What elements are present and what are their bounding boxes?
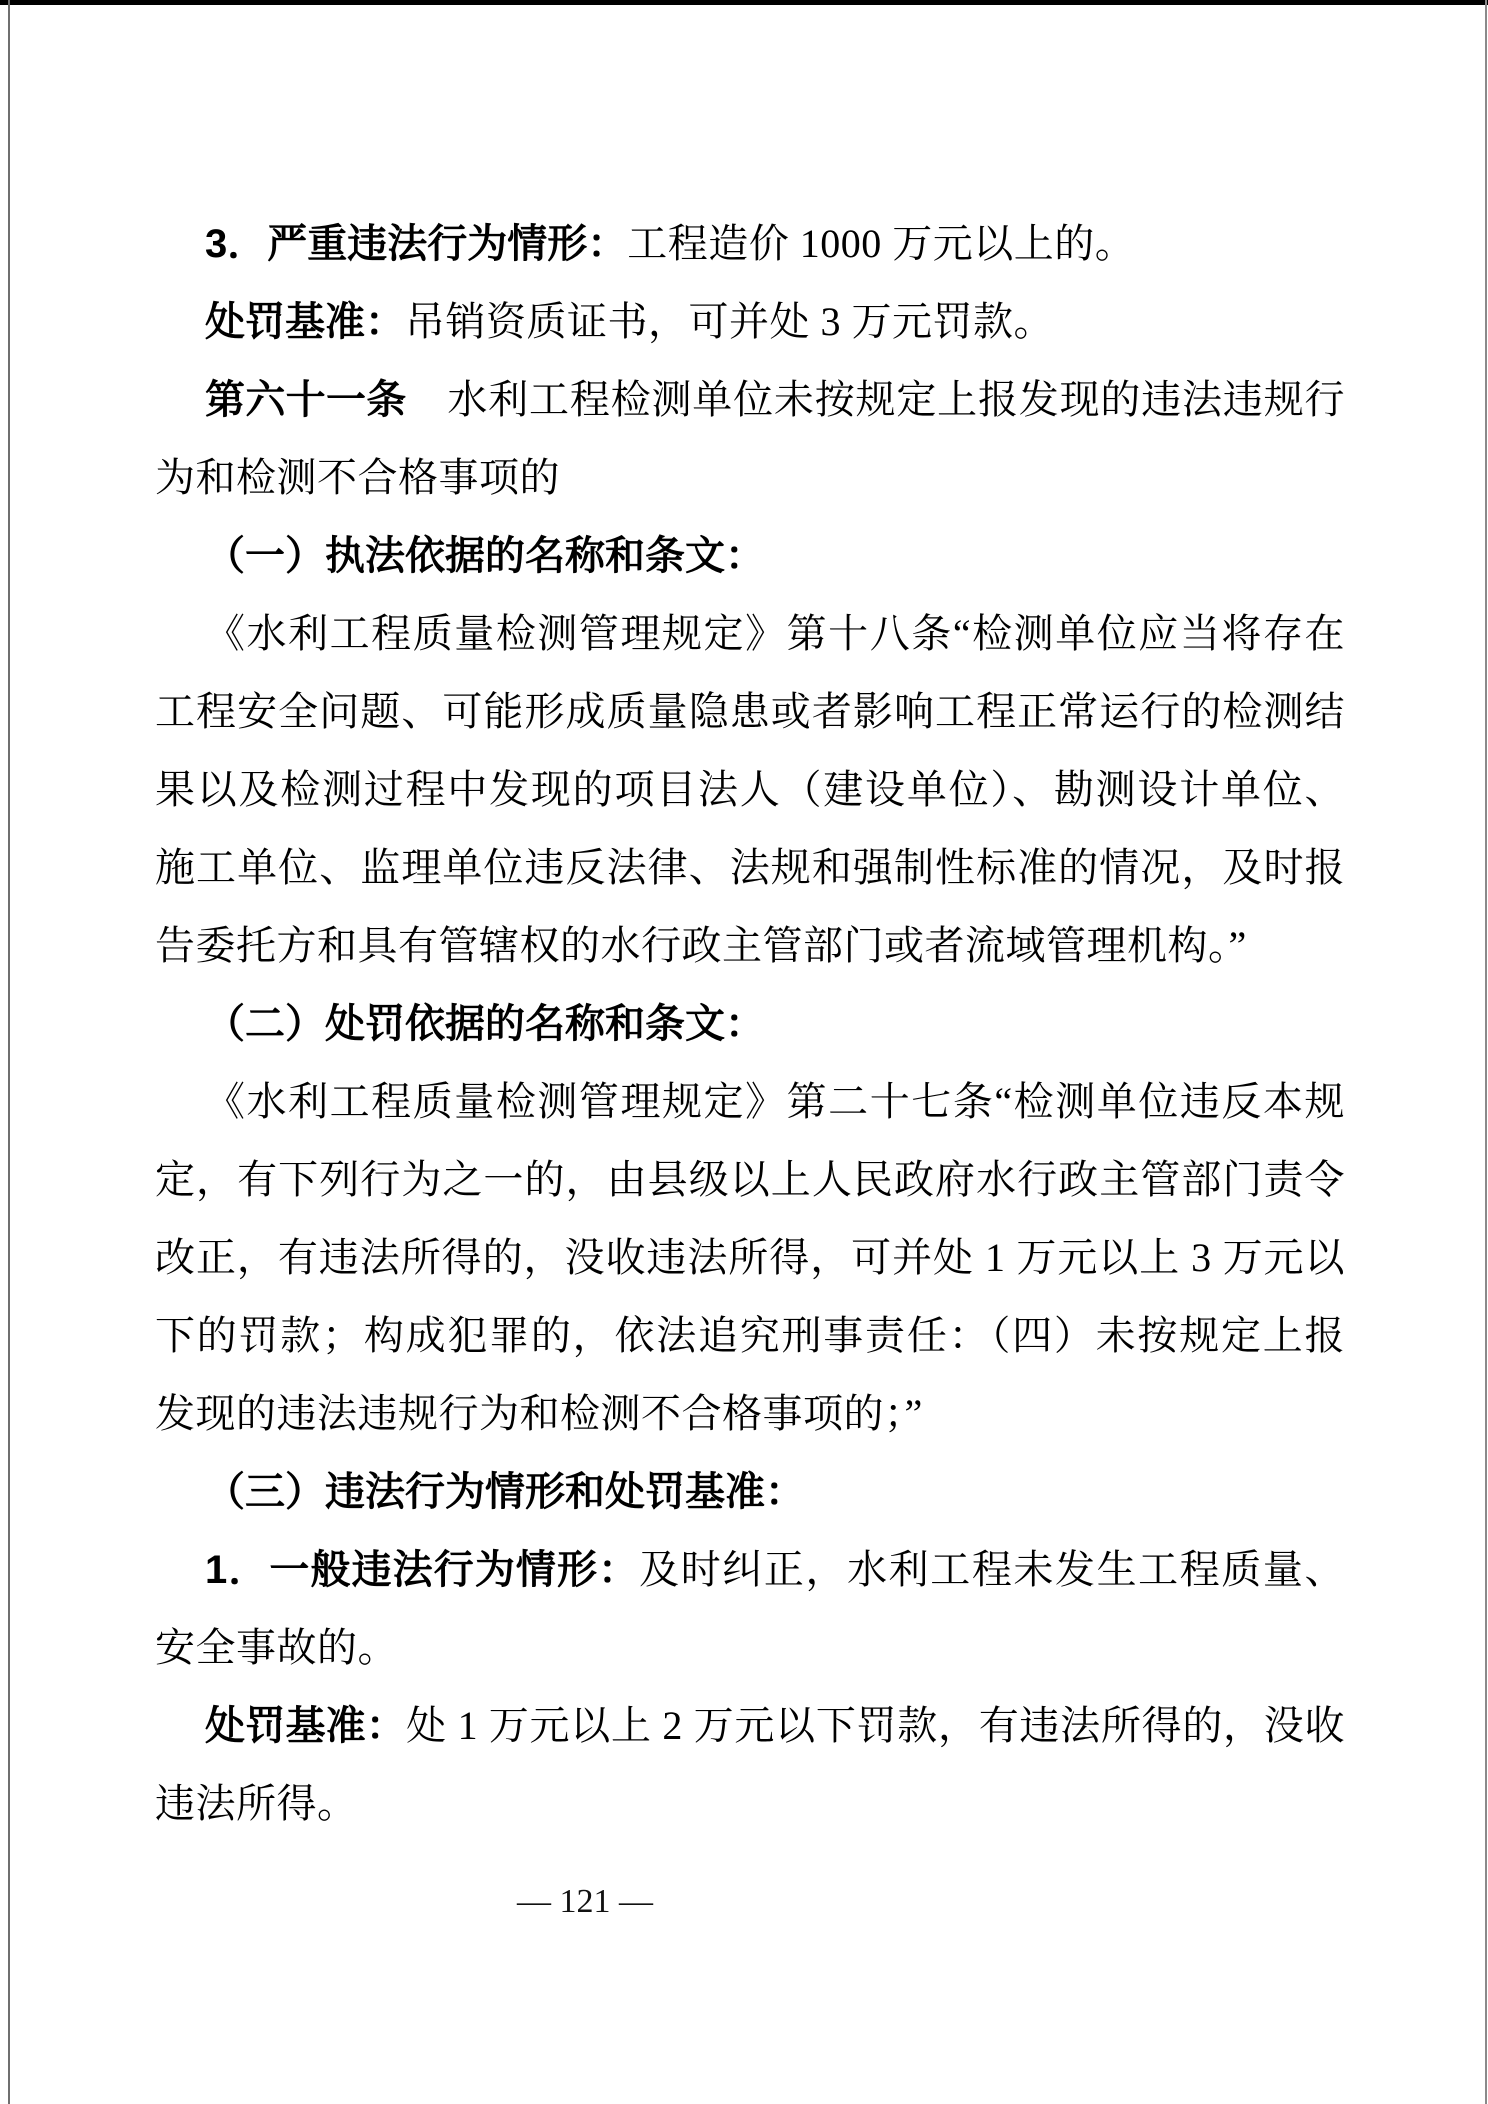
paragraph-lead: 处罚基准： bbox=[205, 300, 405, 344]
paragraph bbox=[155, 595, 1345, 985]
page-top-border bbox=[0, 0, 1488, 5]
paragraph bbox=[155, 361, 1345, 517]
paragraph bbox=[155, 1687, 1345, 1843]
paragraph-text: 工程造价 1000 万元以上的。 bbox=[627, 221, 1136, 266]
paragraph bbox=[155, 283, 1345, 361]
paragraph-lead: （三）违法行为情形和处罚基准： bbox=[205, 1470, 805, 1514]
paragraph bbox=[155, 1063, 1345, 1453]
paragraph-text: 及时纠正，水利工程未发生工程质量、安全事故的。 bbox=[155, 1547, 1346, 1670]
paragraph-text: 水利工程检测单位未按规定上报发现的违法违规行为和检测不合格事项的 bbox=[155, 377, 1346, 500]
paragraph-text: 吊销资质证书，可并处 3 万元罚款。 bbox=[405, 299, 1054, 344]
paragraph-lead: （一）执法依据的名称和条文： bbox=[205, 534, 765, 578]
paragraph-text: 《水利工程质量检测管理规定》第十八条“检测单位应当将存在工程安全问题、可能形成质量隐患或者影响工程正常运行的检测结果以及检测过程中发现的项目法人（建设单位）、勘测设计单位、施工单位、监理单位违反法律、法规和强制性标准的情况，及时报告委托方和具有管辖权的水行政主管部门或者流域管理机构。” bbox=[155, 611, 1345, 968]
paragraph bbox=[155, 985, 1345, 1063]
paragraph bbox=[155, 517, 1345, 595]
paragraph bbox=[155, 1453, 1345, 1531]
page-left-edge-line bbox=[8, 0, 10, 2104]
document-body bbox=[155, 205, 1345, 1843]
paragraph bbox=[155, 205, 1345, 283]
paragraph-lead: 第六十一条 bbox=[205, 378, 407, 422]
paragraph-lead: 1．一般违法行为情形： bbox=[205, 1548, 640, 1592]
page-right-edge-line bbox=[1485, 0, 1487, 2104]
paragraph bbox=[155, 1531, 1345, 1687]
paragraph-lead: 3．严重违法行为情形： bbox=[205, 222, 628, 266]
paragraph-text: 《水利工程质量检测管理规定》第二十七条“检测单位违反本规定，有下列行为之一的，由县级以上人民政府水行政主管部门责令改正，有违法所得的，没收违法所得，可并处 1 万元以上 3 万元以下的罚款；构成犯罪的，依法追究刑事责任：（四）未按规定上报发现的违法违规行为和检测不合格事项的；” bbox=[155, 1079, 1345, 1436]
paragraph-lead: （二）处罚依据的名称和条文： bbox=[205, 1002, 765, 1046]
page-number: — 121 — bbox=[517, 1883, 653, 1920]
paragraph-lead: 处罚基准： bbox=[205, 1704, 407, 1748]
paragraph-text: 处 1 万元以上 2 万元以下罚款，有违法所得的，没收违法所得。 bbox=[155, 1703, 1346, 1826]
